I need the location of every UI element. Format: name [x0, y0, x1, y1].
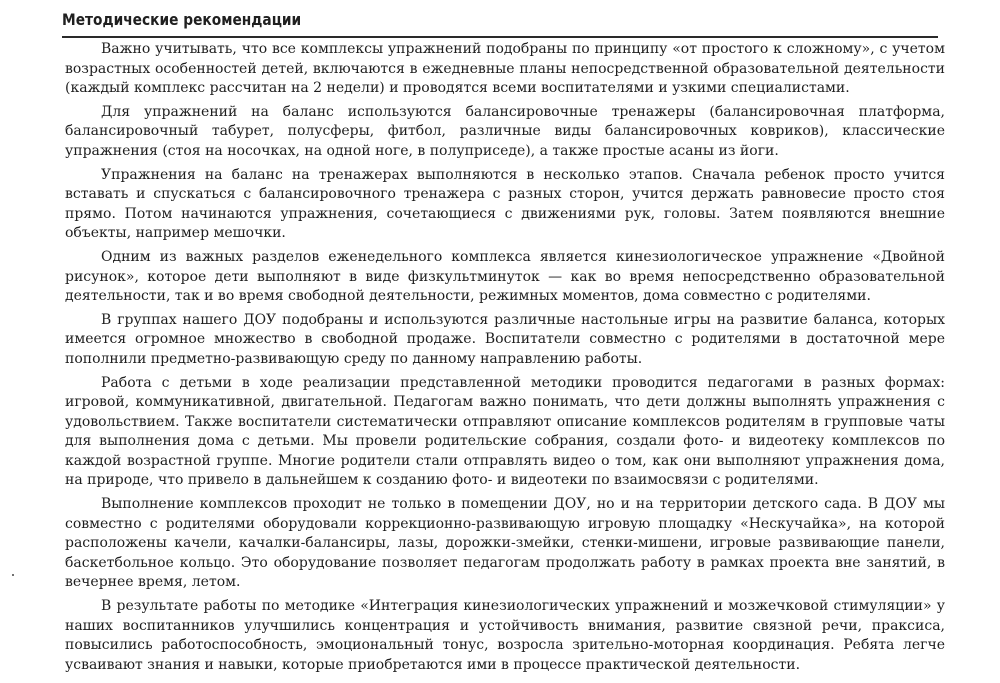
section-title: Методические рекомендации [62, 10, 308, 29]
paragraph-4: Одним из важных разделов еженедельного комплекса является кинезиологическое упражнение «Двойной рисунок», которое дети выполняют в виде физкультминуток — как во время непосредственно образовательной деятельности, так и во время свободной деятельности, режимных моментов, дома совместно с родителями. [65, 248, 945, 305]
running-header [62, 8, 938, 38]
scan-speck [12, 574, 14, 576]
paragraph-8: В результате работы по методике «Интеграция кинезиологических упражнений и мозжечковой стимуляции» у наших воспитанников улучшились концентрация и устойчивость внимания, развитие связной речи, праксиса, повысились работоспособность, эмоциональный тонус, возросла зрительно-моторная координация. Ребята легче усваивают знания и навыки, которые приобретаются ими в процессе практической деятельности. [65, 598, 945, 673]
paragraph-5: В группах нашего ДОУ подобраны и используются различные настольные игры на развитие баланса, которых имеется огромное множество в свободной продаже. Воспитатели совместно с родителями в достаточной мере пополнили предметно-развивающую среду по данному направлению работы. [65, 311, 945, 367]
paragraph-1: Важно учитывать, что все комплексы упражнений подобраны по принципу «от простого к сложному», с учетом возрастных особенностей детей, включаются в ежедневные планы непосредственной образовательной деятельности (каждый комплекс рассчитан на 2 недели) и проводятся всеми воспитателями и узкими специалистами. [65, 41, 945, 97]
paragraph-3: Упражнения на баланс на тренажерах выполняются в несколько этапов. Сначала ребенок просто учится вставать и спускаться с балансировочного тренажера с разных сторон, учится держать равновесие просто стоя прямо. Потом начинаются упражнения, сочетающиеся с движениями рук, головы. Затем появляются внешние объекты, например мешочки. [65, 166, 945, 242]
body-text [65, 40, 945, 679]
paragraph-2: Для упражнений на баланс используются балансировочные тренажеры (балансировочная платформа, балансировочный табурет, полусферы, фитбол, различные виды балансировочных ковриков), классические упражнения (стоя на носочках, на одной ноге, в полуприседе), а также простые асаны из йоги. [65, 103, 945, 159]
paragraph-7: Выполнение комплексов проходит не только в помещении ДОУ, но и на территории детского сада. В ДОУ мы совместно с родителями оборудовали коррекционно-развивающую игровую площадку «Нескучайка», на которой расположены качели, качалки-балансиры, лазы, дорожки-змейки, стенки-мишени, игровые развивающие панели, баскетбольное кольцо. Это оборудование позволяет педагогам продолжать работу в рамках проекта вне занятий, в вечернее время, летом. [65, 496, 945, 591]
paragraph-6: Работа с детьми в ходе реализации представленной методики проводится педагогами в разных формах: игровой, коммуникативной, двигательной. Педагогам важно понимать, что дети должны выполнять упражнения с удовольствием. Также воспитатели систематически отправляют описание комплексов родителям в групповые чаты для выполнения дома с детьми. Мы провели родительские собрания, создали фото- и видеотеку комплексов по каждой возрастной группе. Многие родители стали отправлять видео о том, как они выполняют упражнения дома, на природе, что привело в дальнейшем к созданию фото- и видеотеки по взаимосвязи с родителями. [65, 374, 945, 489]
